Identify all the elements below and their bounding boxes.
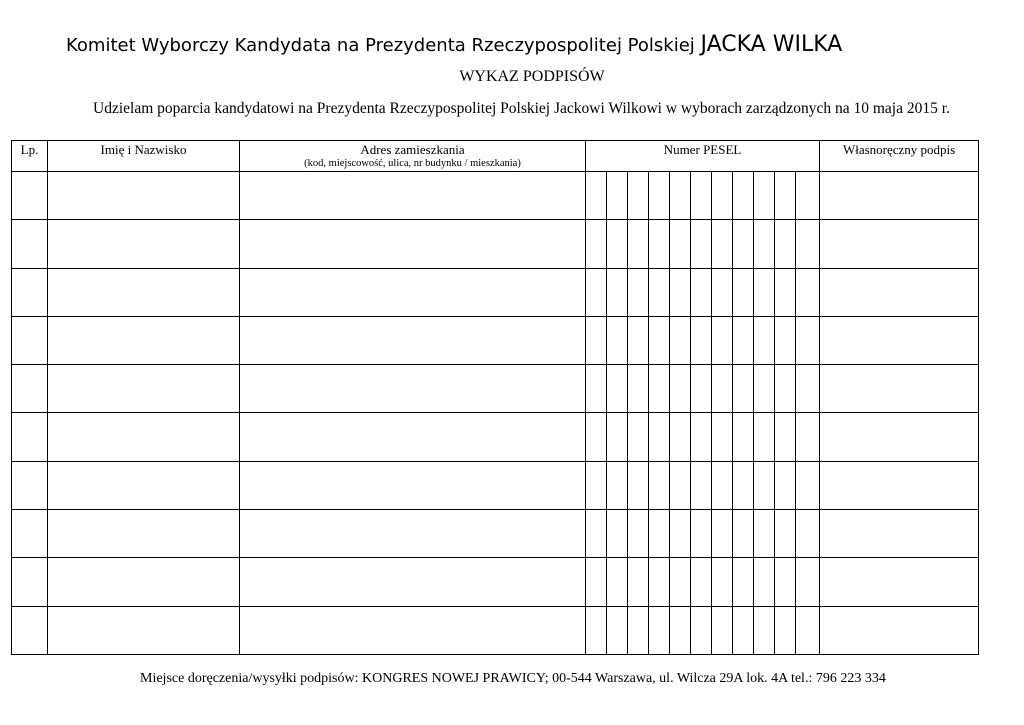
- pesel-digit-field[interactable]: [733, 365, 754, 413]
- pesel-digit-field[interactable]: [586, 558, 607, 606]
- pesel-digit-field[interactable]: [607, 220, 628, 268]
- name-field[interactable]: [48, 316, 240, 364]
- pesel-digit-field[interactable]: [754, 558, 775, 606]
- delivery-address-footer: Miejsce doręczenia/wysyłki podpisów: KONGRES NOWEJ PRAWICY; 00-544 Warszawa, ul. Wilcza 29A lok. 4A tel.: 796 223 334: [140, 671, 886, 686]
- pesel-digit-field[interactable]: [670, 558, 691, 606]
- lp-cell: [12, 316, 48, 364]
- pesel-digit-field[interactable]: [607, 413, 628, 461]
- signature-field[interactable]: [820, 316, 979, 364]
- address-field[interactable]: [240, 316, 586, 364]
- pesel-digit-field[interactable]: [649, 606, 670, 654]
- pesel-digit-field[interactable]: [586, 268, 607, 316]
- pesel-digit-field[interactable]: [775, 606, 796, 654]
- pesel-digit-field[interactable]: [712, 461, 733, 509]
- pesel-digit-field[interactable]: [712, 413, 733, 461]
- pesel-digit-field[interactable]: [775, 316, 796, 364]
- pesel-digit-field[interactable]: [670, 316, 691, 364]
- pesel-digit-field[interactable]: [796, 268, 820, 316]
- pesel-digit-field[interactable]: [607, 461, 628, 509]
- signature-field[interactable]: [820, 461, 979, 509]
- pesel-digit-field[interactable]: [796, 606, 820, 654]
- table-row: [12, 172, 979, 220]
- pesel-digit-field[interactable]: [586, 606, 607, 654]
- pesel-digit-field[interactable]: [733, 461, 754, 509]
- pesel-digit-field[interactable]: [628, 510, 649, 558]
- signature-field[interactable]: [820, 220, 979, 268]
- pesel-digit-field[interactable]: [691, 558, 712, 606]
- table-row: [12, 461, 979, 509]
- pesel-digit-field[interactable]: [796, 365, 820, 413]
- pesel-digit-field[interactable]: [712, 172, 733, 220]
- pesel-digit-field[interactable]: [796, 220, 820, 268]
- pesel-digit-field[interactable]: [607, 606, 628, 654]
- pesel-digit-field[interactable]: [775, 220, 796, 268]
- pesel-digit-field[interactable]: [628, 268, 649, 316]
- pesel-digit-field[interactable]: [670, 268, 691, 316]
- name-field[interactable]: [48, 220, 240, 268]
- pesel-digit-field[interactable]: [670, 606, 691, 654]
- pesel-digit-field[interactable]: [796, 558, 820, 606]
- column-header-pesel: Numer PESEL: [586, 141, 820, 172]
- pesel-digit-field[interactable]: [754, 606, 775, 654]
- name-field[interactable]: [48, 268, 240, 316]
- pesel-digit-field[interactable]: [754, 268, 775, 316]
- pesel-digit-field[interactable]: [754, 316, 775, 364]
- pesel-digit-field[interactable]: [670, 461, 691, 509]
- pesel-digit-field[interactable]: [733, 172, 754, 220]
- pesel-digit-field[interactable]: [628, 413, 649, 461]
- pesel-digit-field[interactable]: [733, 413, 754, 461]
- table-header-row: [12, 141, 979, 172]
- pesel-digit-field[interactable]: [775, 268, 796, 316]
- signature-field[interactable]: [820, 510, 979, 558]
- pesel-digit-field[interactable]: [754, 172, 775, 220]
- pesel-digit-field[interactable]: [670, 413, 691, 461]
- document-title: WYKAZ PODPISÓW: [459, 68, 605, 85]
- pesel-digit-field[interactable]: [712, 220, 733, 268]
- table-row: [12, 268, 979, 316]
- pesel-digit-field[interactable]: [775, 558, 796, 606]
- column-header-address: [240, 141, 586, 172]
- address-field[interactable]: [240, 510, 586, 558]
- pesel-digit-field[interactable]: [586, 365, 607, 413]
- pesel-digit-field[interactable]: [586, 172, 607, 220]
- signature-field[interactable]: [820, 606, 979, 654]
- lp-cell: [12, 558, 48, 606]
- pesel-digit-field[interactable]: [796, 510, 820, 558]
- pesel-digit-field[interactable]: [775, 365, 796, 413]
- signatures-table: [11, 140, 979, 655]
- pesel-digit-field[interactable]: [796, 413, 820, 461]
- address-field[interactable]: [240, 268, 586, 316]
- pesel-digit-field[interactable]: [670, 172, 691, 220]
- committee-prefix: Komitet Wyborczy Kandydata na Prezydenta Rzeczypospolitej Polskiej: [66, 35, 695, 56]
- pesel-digit-field[interactable]: [649, 316, 670, 364]
- pesel-digit-field[interactable]: [586, 461, 607, 509]
- pesel-digit-field[interactable]: [607, 268, 628, 316]
- column-header-address-hint: (kod, miejscowość, ulica, nr budynku / mieszkania): [304, 158, 521, 169]
- pesel-digit-field[interactable]: [712, 558, 733, 606]
- pesel-digit-field[interactable]: [733, 558, 754, 606]
- address-field[interactable]: [240, 220, 586, 268]
- pesel-digit-field[interactable]: [670, 365, 691, 413]
- committee-header: [66, 32, 842, 57]
- pesel-digit-field[interactable]: [712, 365, 733, 413]
- pesel-digit-field[interactable]: [754, 461, 775, 509]
- address-field[interactable]: [240, 558, 586, 606]
- pesel-digit-field[interactable]: [649, 172, 670, 220]
- pesel-digit-field[interactable]: [607, 510, 628, 558]
- pesel-digit-field[interactable]: [754, 220, 775, 268]
- name-field[interactable]: [48, 606, 240, 654]
- support-statement: Udzielam poparcia kandydatowi na Prezydenta Rzeczypospolitej Polskiej Jackowi Wilkowi w wyborach zarządzonych na 10 maja 2015 r.: [93, 100, 950, 117]
- signature-field[interactable]: [820, 558, 979, 606]
- pesel-digit-field[interactable]: [607, 172, 628, 220]
- signature-field[interactable]: [820, 413, 979, 461]
- pesel-digit-field[interactable]: [649, 558, 670, 606]
- pesel-digit-field[interactable]: [691, 316, 712, 364]
- table-row: [12, 365, 979, 413]
- pesel-digit-field[interactable]: [628, 316, 649, 364]
- pesel-digit-field[interactable]: [607, 316, 628, 364]
- pesel-digit-field[interactable]: [586, 510, 607, 558]
- pesel-digit-field[interactable]: [775, 461, 796, 509]
- pesel-digit-field[interactable]: [796, 172, 820, 220]
- name-field[interactable]: [48, 365, 240, 413]
- pesel-digit-field[interactable]: [649, 220, 670, 268]
- pesel-digit-field[interactable]: [628, 558, 649, 606]
- pesel-digit-field[interactable]: [712, 510, 733, 558]
- pesel-digit-field[interactable]: [691, 365, 712, 413]
- candidate-name: JACKA WILKA: [700, 32, 843, 57]
- pesel-digit-field[interactable]: [754, 365, 775, 413]
- address-field[interactable]: [240, 413, 586, 461]
- pesel-digit-field[interactable]: [628, 365, 649, 413]
- pesel-digit-field[interactable]: [691, 606, 712, 654]
- pesel-digit-field[interactable]: [775, 413, 796, 461]
- pesel-digit-field[interactable]: [670, 510, 691, 558]
- pesel-digit-field[interactable]: [712, 268, 733, 316]
- table-row: [12, 316, 979, 364]
- lp-cell: [12, 413, 48, 461]
- pesel-digit-field[interactable]: [649, 510, 670, 558]
- table-row: [12, 220, 979, 268]
- pesel-digit-field[interactable]: [607, 558, 628, 606]
- lp-cell: [12, 220, 48, 268]
- pesel-digit-field[interactable]: [733, 220, 754, 268]
- pesel-digit-field[interactable]: [586, 413, 607, 461]
- pesel-digit-field[interactable]: [670, 220, 691, 268]
- pesel-digit-field[interactable]: [691, 268, 712, 316]
- lp-cell: [12, 365, 48, 413]
- pesel-digit-field[interactable]: [649, 268, 670, 316]
- lp-cell: [12, 606, 48, 654]
- pesel-digit-field[interactable]: [586, 316, 607, 364]
- pesel-digit-field[interactable]: [586, 220, 607, 268]
- address-field[interactable]: [240, 172, 586, 220]
- pesel-digit-field[interactable]: [712, 606, 733, 654]
- column-header-address-label: Adres zamieszkania: [360, 142, 465, 157]
- pesel-digit-field[interactable]: [649, 461, 670, 509]
- address-field[interactable]: [240, 606, 586, 654]
- table-row: [12, 606, 979, 654]
- pesel-digit-field[interactable]: [691, 172, 712, 220]
- pesel-digit-field[interactable]: [775, 510, 796, 558]
- pesel-digit-field[interactable]: [628, 461, 649, 509]
- pesel-digit-field[interactable]: [796, 316, 820, 364]
- name-field[interactable]: [48, 510, 240, 558]
- pesel-digit-field[interactable]: [649, 413, 670, 461]
- pesel-digit-field[interactable]: [733, 316, 754, 364]
- pesel-digit-field[interactable]: [712, 316, 733, 364]
- table-row: [12, 510, 979, 558]
- pesel-digit-field[interactable]: [691, 510, 712, 558]
- column-header-name: Imię i Nazwisko: [48, 141, 240, 172]
- address-field[interactable]: [240, 461, 586, 509]
- pesel-digit-field[interactable]: [733, 606, 754, 654]
- pesel-digit-field[interactable]: [691, 413, 712, 461]
- pesel-digit-field[interactable]: [796, 461, 820, 509]
- pesel-digit-field[interactable]: [607, 365, 628, 413]
- pesel-digit-field[interactable]: [754, 413, 775, 461]
- pesel-digit-field[interactable]: [628, 606, 649, 654]
- pesel-digit-field[interactable]: [754, 510, 775, 558]
- table-row: [12, 558, 979, 606]
- name-field[interactable]: [48, 461, 240, 509]
- name-field[interactable]: [48, 413, 240, 461]
- pesel-digit-field[interactable]: [733, 510, 754, 558]
- pesel-digit-field[interactable]: [691, 461, 712, 509]
- pesel-digit-field[interactable]: [628, 220, 649, 268]
- pesel-digit-field[interactable]: [691, 220, 712, 268]
- lp-cell: [12, 461, 48, 509]
- column-header-lp: Lp.: [12, 141, 48, 172]
- signature-field[interactable]: [820, 365, 979, 413]
- pesel-digit-field[interactable]: [775, 172, 796, 220]
- signature-field[interactable]: [820, 268, 979, 316]
- signature-field[interactable]: [820, 172, 979, 220]
- column-header-signature: Własnoręczny podpis: [820, 141, 979, 172]
- name-field[interactable]: [48, 172, 240, 220]
- lp-cell: [12, 268, 48, 316]
- pesel-digit-field[interactable]: [628, 172, 649, 220]
- pesel-digit-field[interactable]: [733, 268, 754, 316]
- table-row: [12, 413, 979, 461]
- pesel-digit-field[interactable]: [649, 365, 670, 413]
- lp-cell: [12, 172, 48, 220]
- lp-cell: [12, 510, 48, 558]
- address-field[interactable]: [240, 365, 586, 413]
- name-field[interactable]: [48, 558, 240, 606]
